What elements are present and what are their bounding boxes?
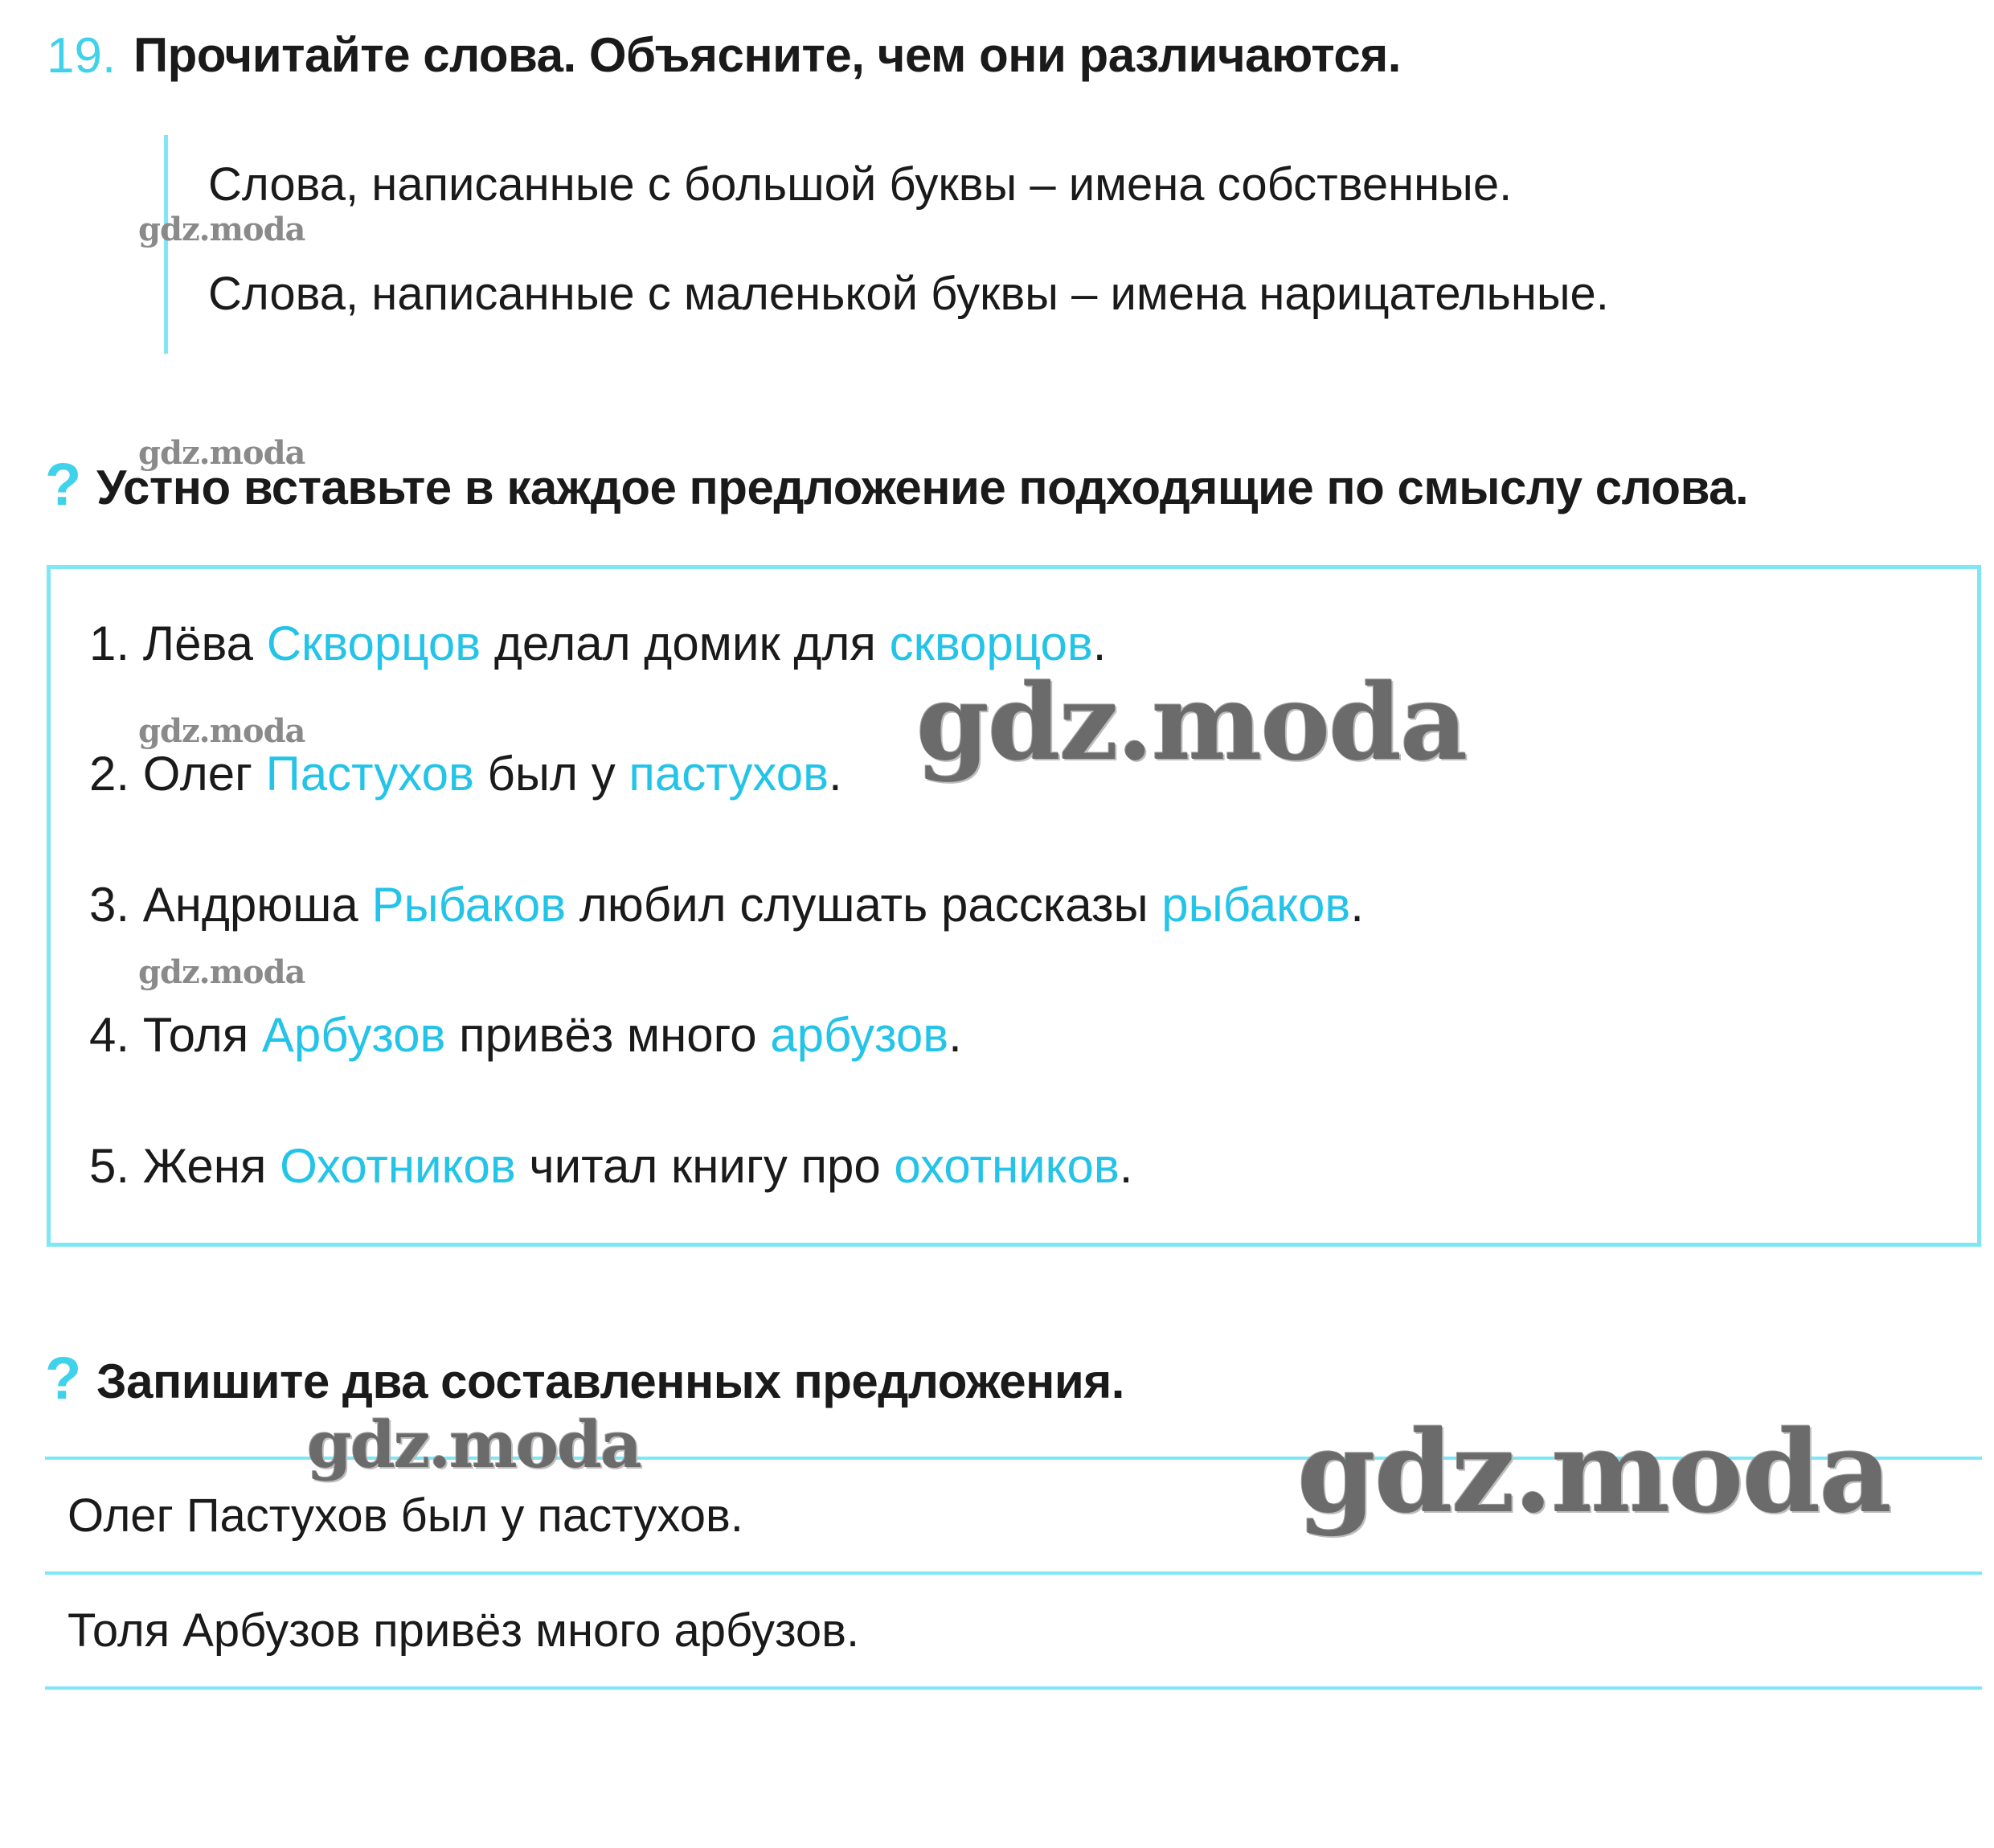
sentence-item: 2. Олег Пастухов был у пастухов. [89,747,842,801]
watermark: gdz.moda [307,1407,641,1482]
answer-line-common: Слова, написанные с маленькой буквы – имена нарицательные. [208,268,1609,320]
sentence-item: 4. Толя Арбузов привёз много арбузов. [89,1008,962,1062]
watermark: gdz.moda [916,661,1467,784]
task-number: 19. [47,28,117,84]
task-title: Прочитайте слова. Объясните, чем они различаются. [133,28,1401,82]
question-icon: ? [45,1345,82,1412]
sentence-item: 1. Лёва Скворцов делал домик для скворцов. [89,617,1107,670]
watermark: gdz.moda [1297,1407,1891,1539]
question-icon: ? [45,451,82,518]
surname: Пастухов [265,747,474,801]
question-title: Запишите два составленных предложения. [96,1354,1124,1408]
surname: Скворцов [266,617,481,670]
writing-line [45,1686,1982,1690]
answer-line-proper: Слова, написанные с большой буквы – имена собственные. [208,158,1513,211]
sentence-item: 5. Женя Охотников читал книгу про охотников. [89,1139,1133,1193]
watermark: gdz.moda [138,434,305,472]
noun: рыбаков [1161,878,1351,932]
written-sentence: Толя Арбузов привёз много арбузов. [68,1604,860,1657]
surname: Охотников [280,1139,516,1193]
sentence-item: 3. Андрюша Рыбаков любил слушать рассказы рыбаков. [89,878,1364,932]
watermark: gdz.moda [138,712,305,750]
question-title: Устно вставьте в каждое предложение подходящие по смыслу слова. [96,461,1749,514]
noun: пастухов [628,747,829,801]
surname: Рыбаков [371,878,567,932]
written-sentence: Олег Пастухов был у пастухов. [68,1489,743,1542]
watermark: gdz.moda [138,953,305,991]
noun: арбузов [770,1008,949,1062]
noun: скворцов [889,617,1093,670]
noun: охотников [894,1139,1120,1193]
answer-block [164,135,1932,354]
watermark: gdz.moda [138,211,305,248]
writing-line [45,1571,1982,1575]
surname: Арбузов [261,1008,446,1062]
